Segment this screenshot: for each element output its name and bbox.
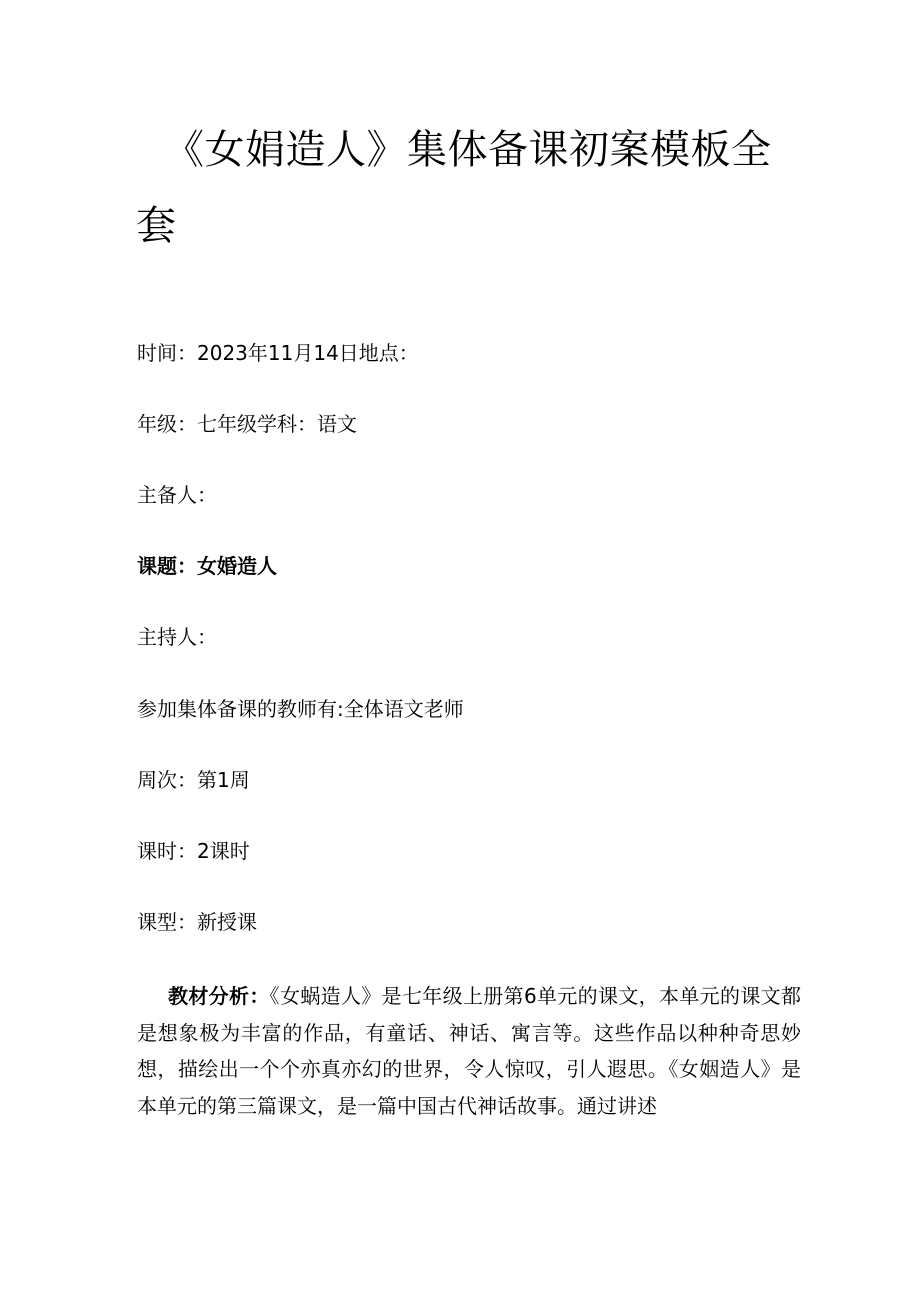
field-topic-value: 女婚造人 bbox=[197, 554, 277, 578]
field-grade-label: 年级： bbox=[137, 412, 197, 436]
field-topic bbox=[137, 552, 277, 580]
field-main-preparer-label: 主备人： bbox=[137, 483, 217, 507]
field-teachers bbox=[137, 695, 464, 723]
field-host-label: 主持人： bbox=[137, 625, 217, 649]
field-host bbox=[137, 623, 217, 651]
field-periods-label: 课时： bbox=[137, 839, 197, 863]
document-title: 《女娟造人》集体备课初案模板全套 bbox=[136, 127, 772, 249]
field-periods-value: 2课时 bbox=[197, 839, 250, 863]
field-week bbox=[137, 766, 250, 794]
field-periods bbox=[137, 837, 250, 865]
textbook-analysis-paragraph bbox=[137, 978, 801, 1124]
field-time-label: 时间： bbox=[137, 341, 197, 365]
field-lesson-type bbox=[137, 908, 257, 936]
field-topic-label: 课题： bbox=[137, 554, 197, 578]
field-teachers-label: 参加集体备课的教师有: bbox=[137, 697, 344, 721]
field-teachers-value: 全体语文老师 bbox=[343, 697, 464, 721]
field-grade-value: 七年级学科：语文 bbox=[197, 412, 357, 436]
textbook-analysis-text: 《女蜗造人》是七年级上册第6单元的课文，本单元的课文都是想象极为丰富的作品，有童话、神话、寓言等。这些作品以种种奇思妙想，描绘出一个个亦真亦幻的世界，令人惊叹，引人遐思。《女姻造人》是本单元的第三篇课文，是一篇中国古代神话故事。通过讲述 bbox=[137, 984, 801, 1118]
field-lesson-type-value: 新授课 bbox=[197, 910, 257, 934]
field-time-value: 2023年11月14日地点： bbox=[197, 341, 419, 365]
field-week-value: 第1周 bbox=[197, 768, 250, 792]
field-week-label: 周次： bbox=[137, 768, 197, 792]
field-time bbox=[137, 339, 419, 367]
textbook-analysis-label: 教材分析： bbox=[168, 984, 270, 1008]
field-lesson-type-label: 课型： bbox=[137, 910, 197, 934]
field-main-preparer bbox=[137, 481, 217, 509]
field-grade bbox=[137, 410, 357, 438]
